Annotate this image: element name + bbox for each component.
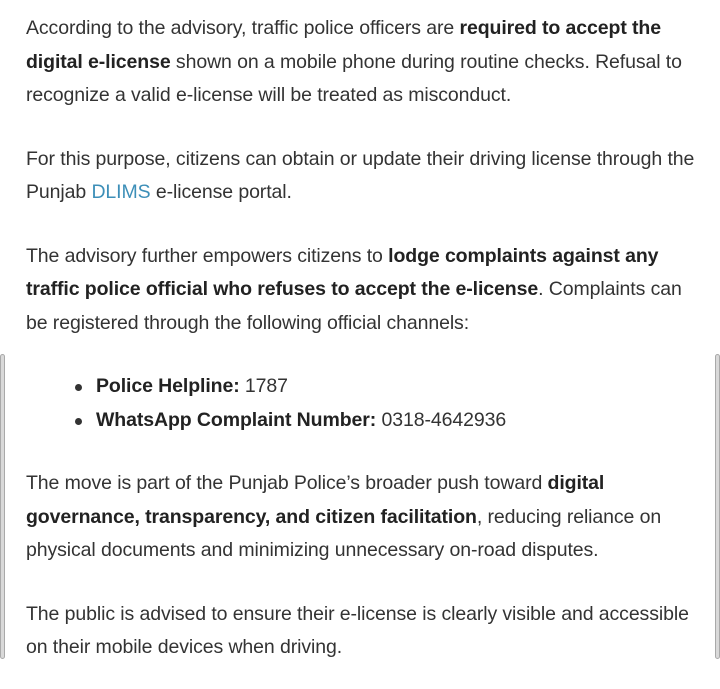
left-scroll-handle[interactable] [0,354,5,659]
right-scroll-handle[interactable] [715,354,720,659]
dlims-text-start: For this purpose, citizens can obtain or update their driving license through the Punjab [26,147,695,203]
complaints-text-end: . Complaints can be registered through the following official channels: [26,278,682,334]
advisory-text-end: shown on a mobile phone during routine checks. Refusal to recognize a valid e-license will be treated as misconduct. [26,50,682,106]
channel-label: WhatsApp Complaint Number: [96,408,377,431]
governance-emphasis: digital governance, transparency, and citizen facilitation [26,472,605,528]
dlims-link[interactable]: DLIMS [91,181,151,203]
governance-text-start: The move is part of the Punjab Police’s broader push toward [26,472,548,494]
bullet-icon [75,384,82,391]
paragraph-advisory [26,12,696,113]
channel-value: 0318-4642936 [376,408,507,431]
channel-item-whatsapp [96,404,696,438]
paragraph-digital-governance [26,467,696,568]
channel-item-helpline [96,370,696,404]
paragraph-complaints [26,240,696,341]
complaint-channels-list [26,370,696,437]
public-advice-text: The public is advised to ensure their e-license is clearly visible and accessible on their mobile devices when driving. [26,602,689,658]
channel-label: Police Helpline: [96,375,240,397]
paragraph-public-advice [26,598,696,665]
channel-value: 1787 [239,375,288,397]
article-body [26,12,696,689]
advisory-emphasis: required to accept the digital e-license [26,17,661,73]
governance-text-end: , reducing reliance on physical documents and minimizing unnecessary on-road disputes. [26,505,662,561]
advisory-text-start: According to the advisory, traffic police officers are [26,17,460,39]
complaints-emphasis: lodge complaints against any traffic police official who refuses to accept the e-license [26,244,659,300]
paragraph-dlims [26,143,696,210]
complaints-text-start: The advisory further empowers citizens to [26,244,389,267]
dlims-text-end: e-license portal. [150,181,292,203]
bullet-icon [75,418,82,425]
